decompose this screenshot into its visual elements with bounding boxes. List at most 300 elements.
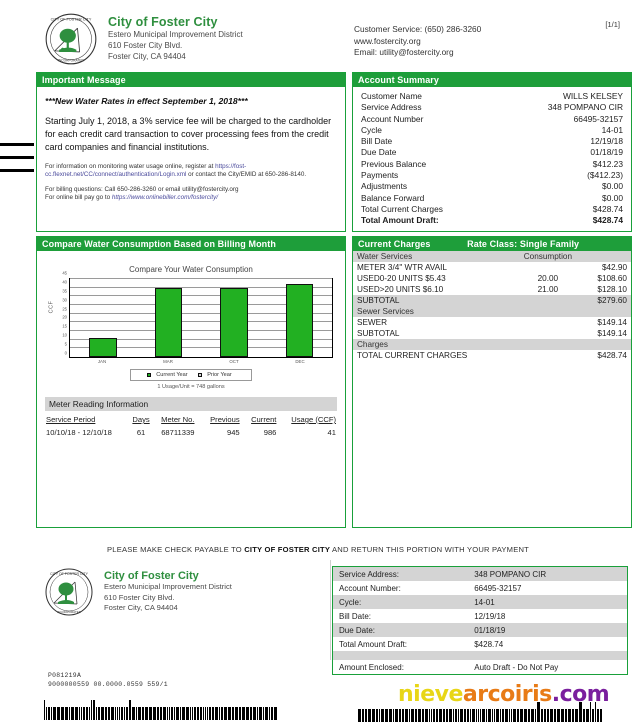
charge-amount: $279.60 [579,295,631,306]
charges-section-row [353,306,631,317]
chart-bar-group [70,279,136,357]
barcode-bar [535,709,536,722]
barcode-bar [253,707,256,720]
org-subtitle: Estero Municipal Improvement District [108,30,243,39]
barcode-bar [132,707,135,720]
account-summary-value: ($412.23) [587,170,623,181]
stub-org-subtitle: Estero Municipal Improvement District [104,582,232,591]
account-summary-label: Total Current Charges [361,203,443,214]
barcode-bar [81,707,82,720]
barcode-bar [242,707,245,720]
stub-row-value: 348 POMPANO CIR [468,567,627,581]
barcode-bar [583,709,585,722]
barcode-bar [182,707,185,720]
charges-consumption-header [517,339,579,350]
online-billpay-line [45,194,337,202]
organization-block [108,15,243,62]
barcode-bar [145,707,148,720]
barcode-bar [488,709,491,722]
barcode-bar [557,709,560,722]
chart-y-tick-label: 35 [62,288,67,294]
chart-bar-current-year [220,288,248,357]
barcode-bar [544,709,546,722]
barcode-bar [246,707,249,720]
account-summary-value: 12/19/18 [590,136,623,147]
city-seal-tree-icon [44,12,98,66]
barcode-bar [96,707,97,720]
bill-header [44,12,628,70]
barcode-bar [531,709,534,722]
stub-divider [330,560,331,660]
barcode-bar [395,709,398,722]
barcode-bar [203,707,204,720]
billing-questions-text: For billing questions: Call 650-286-3260 or email utility@fostercity.org [45,185,239,193]
barcode-bar [494,709,495,722]
watermark-part-1: nieve [398,682,463,707]
account-summary-row [359,125,625,136]
watermark-part-2: arcoiris [462,682,552,707]
charge-amount: $149.14 [597,329,627,338]
account-summary-label: Total Amount Draft: [361,215,439,226]
barcode-bar [500,709,501,722]
barcode-bar [439,709,442,722]
account-summary-row [359,102,625,113]
barcode-bar [163,707,166,720]
important-message-panel [36,72,346,232]
barcode-bar [446,709,448,722]
barcode-bar [257,707,258,720]
usage-unit-note: 1 Usage/Unit = 748 gallons [157,384,225,390]
barcode-bar [480,709,481,722]
payable-pre-text: PLEASE MAKE CHECK PAYABLE TO [107,545,245,554]
chart-y-tick-label: 5 [64,341,67,347]
barcode-bar [176,707,179,720]
barcode-bar [119,707,120,720]
barcode-bar [51,707,52,720]
barcode-bar [393,709,394,722]
barcode-bar [565,709,567,722]
barcode-bar [561,709,564,722]
barcode-bar [126,707,128,720]
barcode-bar [167,707,168,720]
barcode-bar [443,709,445,722]
chart-plot-area [48,270,333,358]
legend-label-current-year: Current Year [156,372,188,378]
charges-section-spacer [579,306,631,317]
charges-section-row [353,251,631,262]
barcode-bar [399,709,401,722]
stub-table-row [333,581,627,595]
account-summary-row [359,204,625,215]
stub-row-label: Total Amount Draft: [339,639,408,649]
meter-table-row [43,426,339,439]
barcode-bar [174,707,175,720]
barcode-bar [138,707,141,720]
chart-y-axis-label: CCF [48,300,55,314]
org-address-1: 610 Foster City Blvd. [108,41,183,50]
barcode-bar [405,709,408,722]
chart-y-tick-label: 40 [62,279,67,285]
barcode-bar [460,709,463,722]
chart-y-axis-ticks [55,270,67,358]
chart-bar-group [201,279,267,357]
barcode-bar [250,707,252,720]
stub-spacer-row [333,651,627,660]
barcode-bar [117,707,118,720]
barcode-bar [478,709,479,722]
charges-row [353,295,631,306]
barcode-bar [547,709,549,722]
registration-marks [0,143,34,182]
meter-table-header-row [43,413,339,426]
barcode-bar [48,707,50,720]
barcode-bar [149,707,152,720]
stub-table-row [333,637,627,651]
account-summary-row [359,136,625,147]
chart-y-tick-label: 25 [62,306,67,312]
svg-text:INCORPORATED: INCORPORATED [58,58,84,63]
barcode-bar [586,709,589,722]
barcode-bar [385,709,388,722]
charges-row [353,317,631,328]
barcode-bar [486,709,487,722]
charges-section-spacer [579,339,631,350]
online-monitoring-link[interactable]: https://fost-cc.flexnet.net/CC/connect/authentication/Login.xml [45,163,247,179]
website-url: www.fostercity.org [354,35,421,46]
barcode-bar [554,709,556,722]
stub-row-label: Amount Enclosed: [339,662,404,672]
barcode-bar [476,709,477,722]
chart-x-axis-ticks [69,359,333,364]
payment-stub-table [333,567,627,674]
stub-table-row [333,609,627,623]
important-message-paragraph: Starting July 1, 2018, a 3% service fee will be charged to the cardholder for each credit card transaction to cover processing fees from the credit card companies and financial institutions. [45,116,332,152]
barcode-bar [221,707,223,720]
charges-section-spacer [579,251,631,262]
barcode-bar [524,709,527,722]
barcode-bar [409,709,410,722]
account-summary-row [359,91,625,102]
meter-table-body [43,426,339,439]
meter-reading-heading: Meter Reading Information [45,397,337,411]
barcode-bar [513,709,516,722]
barcode-bar [61,707,64,720]
chart-bar-current-year [155,288,183,357]
charges-consumption-header [517,306,579,317]
charge-amount: $42.90 [601,263,627,272]
online-monitoring-text-b: or contact the City/EMID at 650-286-8140. [188,171,307,179]
charges-section-name: Sewer Services [353,306,517,317]
legend-label-prior-year: Prior Year [207,372,232,378]
customer-service-block [354,24,481,59]
account-summary-row [359,193,625,204]
charge-consumption [517,328,579,339]
barcode-bar [597,709,599,722]
current-charges-panel [352,236,632,528]
chart-y-tick-label: 0 [64,350,67,356]
meter-table-column-header: Current [251,415,277,424]
barcode-bar [541,709,543,722]
barcode-bar [75,707,78,720]
account-summary-row [359,170,625,181]
barcode-bar [57,707,60,720]
barcode-bar [153,707,156,720]
barcode-bar [180,707,181,720]
barcode-bar [470,709,471,722]
chart-bar-group [267,279,333,357]
barcode-bar [431,709,432,722]
barcode-bar [194,707,196,720]
account-summary-value: 01/18/19 [590,147,623,158]
barcode-bar [129,700,131,720]
barcode-bar [568,709,571,722]
chart-bar-current-year [286,284,314,357]
chart-plot [69,278,333,358]
barcode-bar [101,707,104,720]
barcode-bar [517,709,519,722]
barcode-bar [44,700,45,720]
legend-swatch-current-year [147,373,151,377]
barcode-bar [263,707,264,720]
barcode-bar [472,709,475,722]
barcode-bar [142,707,144,720]
charge-consumption: 21.00 [537,285,559,294]
barcode-bar [269,707,270,720]
barcode-bar [65,707,68,720]
svg-text:CITY OF FOSTER CITY: CITY OF FOSTER CITY [50,17,92,22]
barcode-bar [492,709,493,722]
org-name: City of Foster City [108,15,218,29]
barcode-bar [467,709,469,722]
barcode-bar [121,707,123,720]
barcode-bar [71,707,74,720]
charges-consumption-header: Consumption [517,251,579,262]
stub-organization-block [104,570,232,614]
barcode-bar [105,707,107,720]
site-watermark [398,682,609,707]
stub-spacer-cell [333,651,627,660]
stub-row-label: Cycle: [333,595,468,609]
charge-description: SEWER [357,318,388,327]
barcode-bar [46,707,47,720]
chart-bar-group [136,279,202,357]
barcode-bar [381,709,384,722]
stub-row-label: Service Address: [333,567,468,581]
barcode-bar [368,709,371,722]
charge-description: USED>20 UNITS $6.10 [357,285,444,294]
payable-post-text: AND RETURN THIS PORTION WITH YOUR PAYMENT [330,545,529,554]
barcode-bar [169,707,170,720]
account-summary-label: Account Number [361,113,424,124]
chart-y-tick-label: 15 [62,323,67,329]
stub-table-row [333,595,627,609]
barcode-bar [482,709,485,722]
barcode-bar [171,707,173,720]
charges-row [353,273,631,284]
barcode-bar [235,707,238,720]
online-monitoring-text-a: For information on monitoring water usage online, register at [45,163,214,170]
barcode-bar [265,707,268,720]
charge-amount: $108.60 [597,274,627,283]
chart-legend [130,369,252,381]
account-summary-value: $0.00 [602,181,623,192]
barcode-bar [505,709,508,722]
barcode-left [44,700,278,720]
legend-item-prior-year [198,372,235,378]
barcode-bar [429,709,430,722]
important-message-title: Important Message [37,73,345,87]
support-email: Email: utility@fostercity.org [354,47,454,57]
chart-y-tick-label: 20 [62,314,67,320]
barcode-bar [197,707,199,720]
stub-row-value: 01/18/19 [468,623,627,637]
barcode-bar [219,707,220,720]
barcode-bar [212,707,214,720]
registration-mark [0,143,34,146]
legend-item-current-year [147,372,190,378]
meter-table-cell: 41 [327,428,336,437]
account-summary-row [359,181,625,192]
barcode-bar [190,707,191,720]
meter-table-cell: 986 [263,428,277,437]
charge-description: METER 3/4" WTR AVAIL [357,263,447,272]
account-summary-value: 14-01 [601,124,623,135]
barcode-bar [205,707,206,720]
barcode-bar [157,707,159,720]
barcode-bar [215,707,218,720]
barcode-bar [496,709,499,722]
account-summary-value: $0.00 [602,192,623,203]
billing-questions-note [45,186,337,203]
account-summary-label: Adjustments [361,181,408,192]
online-billpay-text: For online bill pay go to [45,194,111,202]
svg-text:INCORPORATED: INCORPORATED [57,610,81,614]
chart-x-tick-label: MAR [163,359,173,364]
charges-section-row [353,339,631,350]
barcode-bar [362,709,364,722]
barcode-bar [372,709,375,722]
meter-table-column-header: Days [132,415,150,424]
stub-row-value: 66495-32157 [474,583,522,593]
account-summary-label: Due Date [361,147,397,158]
meter-table-column-header: Usage (CCF) [291,415,336,424]
barcode-bar [455,709,457,722]
account-summary-row [359,159,625,170]
barcode-bar [458,709,459,722]
payment-stub-panel [332,566,628,675]
watermark-part-3: .com [551,682,610,707]
barcode-bar [433,709,435,722]
account-summary-label: Customer Name [361,91,422,101]
account-summary-label: Payments [361,170,399,181]
barcode-bar [274,707,277,720]
account-summary-value: $412.23 [592,158,623,169]
current-charges-title [353,237,631,251]
barcode-bar [98,707,100,720]
account-summary-value: 348 POMPANO CIR [547,102,623,113]
barcode-bar [379,709,380,722]
account-summary-value: $428.74 [592,203,623,214]
barcode-bar [239,707,241,720]
charge-amount: $428.74 [597,351,627,360]
charge-amount: $149.14 [597,318,627,327]
stub-org-name: City of Foster City [104,570,199,582]
chart-title: Compare Your Water Consumption [129,265,253,274]
account-summary-value: WILLS KELSEY [562,91,623,101]
account-summary-row [359,114,625,125]
charge-amount: $128.10 [597,285,627,294]
stub-row-label: Bill Date: [339,611,372,621]
barcode-bar [422,709,424,722]
footer-code-line-1: P081219A [48,672,82,679]
charges-section-name: Water Services [353,251,517,262]
barcode-bar [192,707,193,720]
barcode-bar [228,707,231,720]
page-number: [1/1] [605,20,620,29]
meter-table-cell: 10/10/18 - 12/10/18 [46,428,112,437]
charge-description: USED0-20 UNITS $5.43 [357,274,446,283]
stub-row-value: 14-01 [468,595,627,609]
barcode-bar [511,709,512,722]
barcode-bar [93,700,95,720]
barcode-bar [259,707,262,720]
stub-row-value: 12/19/18 [474,611,506,621]
current-charges-table [353,251,631,361]
charge-consumption [517,317,579,328]
account-summary-label: Service Address [361,102,422,113]
barcode-bar [575,709,578,722]
important-message-headline: ***New Water Rates in effect September 1, 2018*** [45,96,248,106]
barcode-bar [402,709,404,722]
customer-service-phone: Customer Service: (650) 286-3260 [354,24,482,34]
chart-x-tick-label: JAN [97,359,107,364]
meter-table-cell: 68711339 [161,428,195,437]
chart-y-tick-label: 30 [62,297,67,303]
barcode-bar [69,707,70,720]
charge-consumption [517,295,579,306]
stub-table-row [333,660,627,674]
registration-mark [0,156,34,159]
charges-row [353,350,631,361]
barcode-bar [108,707,110,720]
barcode-bar [600,709,602,722]
stub-row-value: $428.74 [474,639,504,649]
meter-table-column-header: Previous [210,415,240,424]
barcode-bar [520,709,523,722]
online-billpay-link[interactable]: https://www.onlinebiller.com/fostercity/ [111,194,219,202]
barcode-bar [453,709,454,722]
barcode-bar [209,707,211,720]
current-charges-label: Current Charges [358,239,431,249]
charge-consumption [517,262,579,273]
consumption-panel-body [37,251,345,443]
barcode-bar [124,707,125,720]
footer-codes [48,672,168,689]
online-monitoring-note [45,163,337,180]
account-summary-panel [352,72,632,232]
barcode-bar [207,707,208,720]
meter-reading-table [43,413,339,439]
account-summary-label: Bill Date [361,136,393,147]
stub-table-row [333,623,627,637]
account-summary-value: 66495-32157 [573,113,623,124]
consumption-panel [36,236,346,528]
chart-x-tick-label: OCT [229,359,239,364]
charges-row [353,262,631,273]
charge-description: SUBTOTAL [357,329,400,338]
meter-table-column-header: Meter No. [161,415,195,424]
barcode-bar [232,707,234,720]
